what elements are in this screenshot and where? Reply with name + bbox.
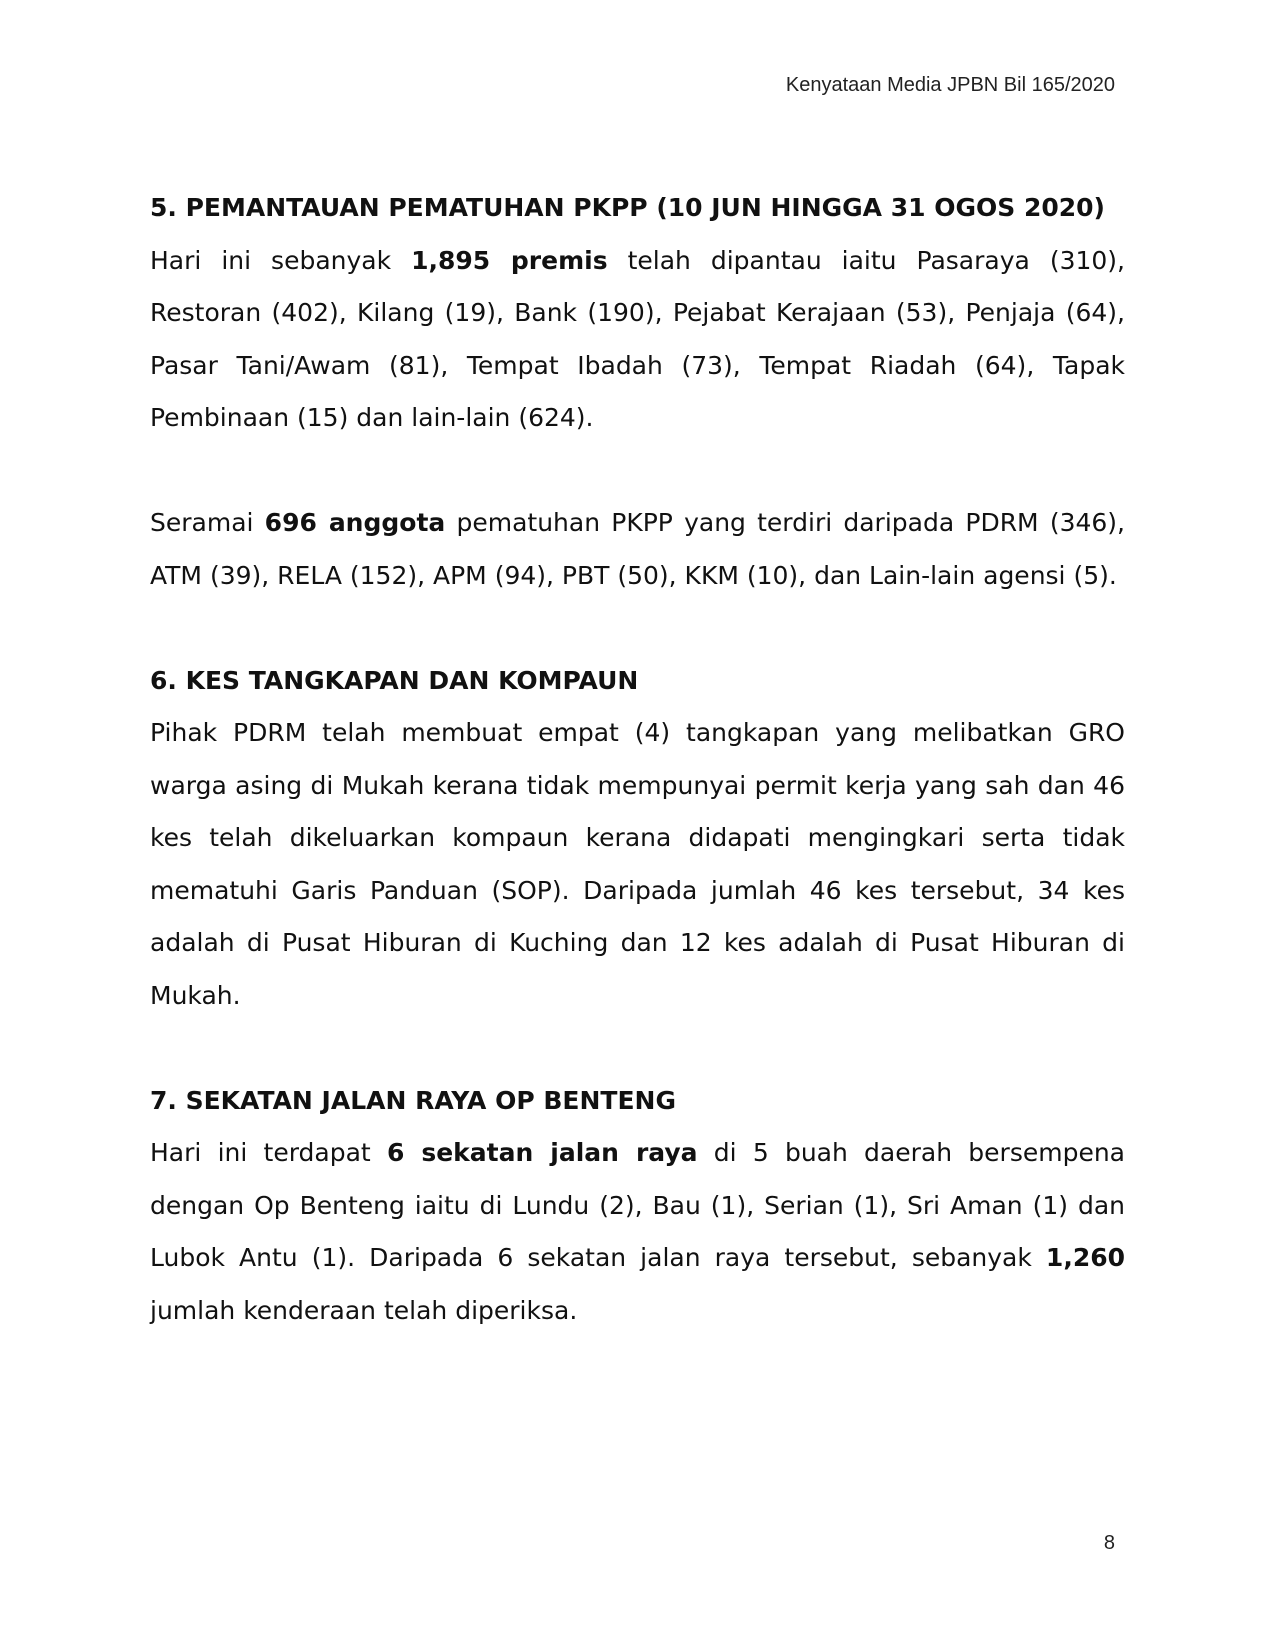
section-kes-tangkapan: [150, 655, 1125, 1023]
paragraph-text: Seramai: [150, 508, 265, 537]
paragraph-premis: [150, 235, 1125, 445]
section-sekatan-jalan-raya: [150, 1075, 1125, 1338]
paragraph-tangkapan: [150, 707, 1125, 1022]
paragraph-sekatan: [150, 1127, 1125, 1337]
section-title: 6. KES TANGKAPAN DAN KOMPAUN: [150, 665, 639, 695]
section-title: 5. PEMANTAUAN PEMATUHAN PKPP (10 JUN HINGGA 31 OGOS 2020): [150, 193, 1105, 222]
paragraph-bold-text: 696 anggota: [264, 508, 446, 537]
paragraph-bold-text: 1,260: [1045, 1243, 1125, 1272]
section-pemantauan-pematuhan: [150, 182, 1125, 602]
paragraph-bold-text: 1,895 premis: [411, 245, 608, 275]
page-header: Kenyataan Media JPBN Bil 165/2020: [785, 74, 1115, 96]
page-number: 8: [1103, 1532, 1115, 1554]
document-body: [150, 182, 1125, 1337]
paragraph-text: Pihak PDRM telah membuat empat (4) tangkapan yang melibatkan GRO warga asing di Mukah kerana tidak mempunyai permit kerja yang sah dan 46 kes telah dikeluarkan kompaun kerana didapati mengingkari serta tidak mematuhi Garis Panduan (SOP). Daripada jumlah 46 kes tersebut, 34 kes adalah di Pusat Hiburan di Kuching dan 12 kes adalah di Pusat Hiburan di Mukah.: [150, 718, 1125, 1010]
paragraph-text: Hari ini sebanyak: [150, 245, 412, 275]
paragraph-text: di 5 buah daerah bersempena dengan Op Benteng iaitu di Lundu (2), Bau (1), Serian (1), Sri Aman (1) dan Lubok Antu (1). Daripada 6 sekatan jalan raya tersebut, sebanyak: [150, 1138, 1125, 1272]
paragraph-text: telah dipantau iaitu Pasaraya (310), Restoran (402), Kilang (19), Bank (190), Pejabat Kerajaan (53), Penjaja (64), Pasar Tani/Awam (81), Tempat Ibadah (73), Tempat Riadah (64), Tapak Pembinaan (15) dan lain-lain (624).: [150, 245, 1126, 432]
section-title: 7. SEKATAN JALAN RAYA OP BENTENG: [150, 1085, 676, 1115]
paragraph-text: Hari ini terdapat: [150, 1138, 387, 1167]
paragraph-text: pematuhan PKPP yang terdiri daripada PDRM (346), ATM (39), RELA (152), APM (94), PBT (50), KKM (10), dan Lain-lain agensi (5).: [150, 508, 1126, 590]
paragraph-anggota: [150, 497, 1125, 602]
paragraph-bold-text: 6 sekatan jalan raya: [386, 1138, 698, 1167]
paragraph-text: jumlah kenderaan telah diperiksa.: [150, 1295, 578, 1325]
